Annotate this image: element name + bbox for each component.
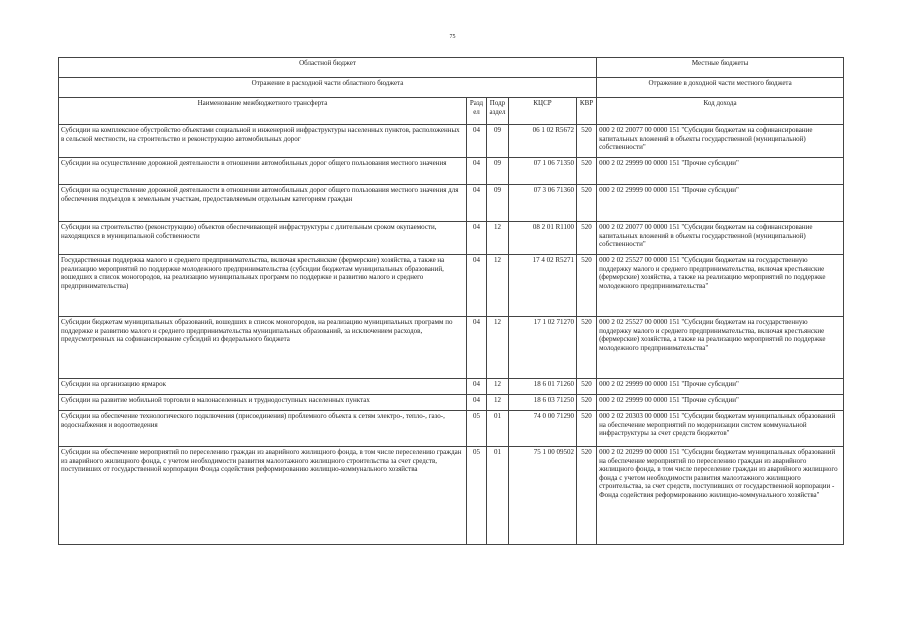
- transfer-name: Субсидии на осуществление дорожной деятельности в отношении автомобильных дорог общего пользования местного значения: [59, 158, 467, 185]
- podr-code: 09: [487, 158, 509, 185]
- podr-code: 01: [487, 411, 509, 447]
- income-code: 000 2 02 25527 00 0000 151 "Субсидии бюджетам на государственную поддержку малого и среднего предпринимательства, включая крестьянские (фермерские) хозяйства, а также на реализацию мероприятий по поддержке молодежного предпринимательства": [597, 317, 844, 379]
- regional-budget-header: Областной бюджет: [59, 58, 597, 78]
- kcsr-code: 06 1 02 R5672: [509, 125, 577, 158]
- kvr-code: 520: [577, 379, 597, 395]
- podr-code: 09: [487, 125, 509, 158]
- razd-code: 04: [467, 185, 487, 222]
- income-code: 000 2 02 29999 00 0000 151 "Прочие субсидии": [597, 185, 844, 222]
- razd-code: 04: [467, 255, 487, 317]
- kcsr-code: 75 1 00 09502: [509, 447, 577, 545]
- budget-table: [58, 57, 844, 545]
- col-header-razd: Разд ел: [467, 98, 487, 125]
- kcsr-code: 18 6 01 71260: [509, 379, 577, 395]
- table-row: [59, 395, 844, 411]
- kvr-code: 520: [577, 125, 597, 158]
- transfer-name: Субсидии на организацию ярмарок: [59, 379, 467, 395]
- table-row: [59, 185, 844, 222]
- kcsr-code: 07 1 06 71350: [509, 158, 577, 185]
- table-row: [59, 158, 844, 185]
- transfer-name: Субсидии на строительство (реконструкцию) объектов обеспечивающей инфраструктуры с длительным сроком окупаемости, находящихся в муниципальной собственности: [59, 222, 467, 255]
- kvr-code: 520: [577, 411, 597, 447]
- kvr-code: 520: [577, 255, 597, 317]
- razd-code: 04: [467, 395, 487, 411]
- podr-code: 12: [487, 395, 509, 411]
- razd-code: 04: [467, 125, 487, 158]
- table-row: [59, 222, 844, 255]
- income-code: 000 2 02 20077 00 0000 151 "Субсидии бюджетам на софинансирование капитальных вложений в объекты государственной (муниципальной) собственности": [597, 222, 844, 255]
- razd-code: 04: [467, 317, 487, 379]
- col-header-podr: Подр аздел: [487, 98, 509, 125]
- page-number: 75: [449, 34, 456, 40]
- kcsr-code: 17 4 02 R5271: [509, 255, 577, 317]
- podr-code: 09: [487, 185, 509, 222]
- kvr-code: 520: [577, 158, 597, 185]
- table-row: [59, 255, 844, 317]
- transfer-name: Субсидии на развитие мобильной торговли в малонаселенных и труднодоступных населенных пунктах: [59, 395, 467, 411]
- transfer-name: Субсидии на комплексное обустройство объектами социальной и инженерной инфраструктуры населенных пунктов, расположенных в сельской местности, на строительство и реконструкцию автомобильных дорог: [59, 125, 467, 158]
- kvr-code: 520: [577, 447, 597, 545]
- razd-code: 04: [467, 222, 487, 255]
- transfer-name: Субсидии на обеспечение технологического подключения (присоединения) проблемного объекта к сетям электро-, тепло-, газо-, водоснабжения и водоотведения: [59, 411, 467, 447]
- table-row: [59, 379, 844, 395]
- podr-code: 01: [487, 447, 509, 545]
- transfer-name: Субсидии на осуществление дорожной деятельности в отношении автомобильных дорог общего пользования местного значения для обеспечения подъездов к земельным участкам, предоставляемым отдельным категориям граждан: [59, 185, 467, 222]
- razd-code: 04: [467, 379, 487, 395]
- income-reflection-header: Отражение в доходной части местного бюджета: [597, 78, 844, 98]
- expense-reflection-header: Отражение в расходной части областного бюджета: [59, 78, 597, 98]
- kcsr-code: 74 0 00 71290: [509, 411, 577, 447]
- razd-code: 05: [467, 447, 487, 545]
- kvr-code: 520: [577, 395, 597, 411]
- transfer-name: Субсидии на обеспечение мероприятий по переселению граждан из аварийного жилищного фонда, в том числе переселению граждан из аварийного жилищного фонда, с учетом необходимости развития малоэтажного жилищного строительства за счет средств, поступивших от государственной корпорации Фонда содействия реформированию жилищно-коммунального хозяйства: [59, 447, 467, 545]
- kvr-code: 520: [577, 222, 597, 255]
- table-row: [59, 125, 844, 158]
- local-budgets-header: Местные бюджеты: [597, 58, 844, 78]
- income-code: 000 2 02 20299 00 0000 151 "Субсидии бюджетам муниципальных образований на обеспечение мероприятий по переселению граждан из аварийного жилищного фонда, в том числе переселение граждан из аварийного жилищного фонда с учетом необходимости развития малоэтажного жилищного строительства, за счет средств, поступивших от государственной корпорации - Фонда содействия реформированию жилищно-коммунального хозяйства": [597, 447, 844, 545]
- kvr-code: 520: [577, 317, 597, 379]
- kvr-code: 520: [577, 185, 597, 222]
- col-header-kvr: КВР: [577, 98, 597, 125]
- transfer-name: Субсидии бюджетам муниципальных образований, вошедших в список моногородов, на реализацию муниципальных программ по поддержке и развитию малого и среднего предпринимательства муниципальных образований, за исключением расходов, предусмотренных на софинансирование субсидий из федерального бюджета: [59, 317, 467, 379]
- podr-code: 12: [487, 222, 509, 255]
- podr-code: 12: [487, 317, 509, 379]
- table-row: [59, 447, 844, 545]
- transfer-name: Государственная поддержка малого и среднего предпринимательства, включая крестьянские (фермерские) хозяйства, а также на реализацию мероприятий по поддержке молодежного предпринимательства (субсидии бюджетам муниципальных образований, вошедших в список моногородов, на реализацию муниципальных программ по поддержке и развитию малого и среднего предпринимательства): [59, 255, 467, 317]
- razd-code: 05: [467, 411, 487, 447]
- podr-code: 12: [487, 379, 509, 395]
- podr-code: 12: [487, 255, 509, 317]
- kcsr-code: 17 1 02 71270: [509, 317, 577, 379]
- income-code: 000 2 02 29999 00 0000 151 "Прочие субсидии": [597, 158, 844, 185]
- kcsr-code: 18 6 03 71250: [509, 395, 577, 411]
- kcsr-code: 08 2 01 R1100: [509, 222, 577, 255]
- razd-code: 04: [467, 158, 487, 185]
- col-header-kcsr: КЦСР: [509, 98, 577, 125]
- kcsr-code: 07 3 06 71360: [509, 185, 577, 222]
- col-header-name: Наименование межбюджетного трансферта: [59, 98, 467, 125]
- table-row: [59, 317, 844, 379]
- income-code: 000 2 02 20077 00 0000 151 "Субсидии бюджетам на софинансирование капитальных вложений в объекты государственной (муниципальной) собственности": [597, 125, 844, 158]
- income-code: 000 2 02 25527 00 0000 151 "Субсидии бюджетам на государственную поддержку малого и среднего предпринимательства, включая крестьянские (фермерские) хозяйства, а также на реализацию мероприятий по поддержке молодежного предпринимательства": [597, 255, 844, 317]
- col-header-income-code: Код дохода: [597, 98, 844, 125]
- table-row: [59, 411, 844, 447]
- income-code: 000 2 02 29999 00 0000 151 "Прочие субсидии": [597, 395, 844, 411]
- income-code: 000 2 02 20303 00 0000 151 "Субсидии бюджетам муниципальных образований на обеспечение мероприятий по модернизации систем коммунальной инфраструктуры за счет средств бюджетов": [597, 411, 844, 447]
- income-code: 000 2 02 29999 00 0000 151 "Прочие субсидии": [597, 379, 844, 395]
